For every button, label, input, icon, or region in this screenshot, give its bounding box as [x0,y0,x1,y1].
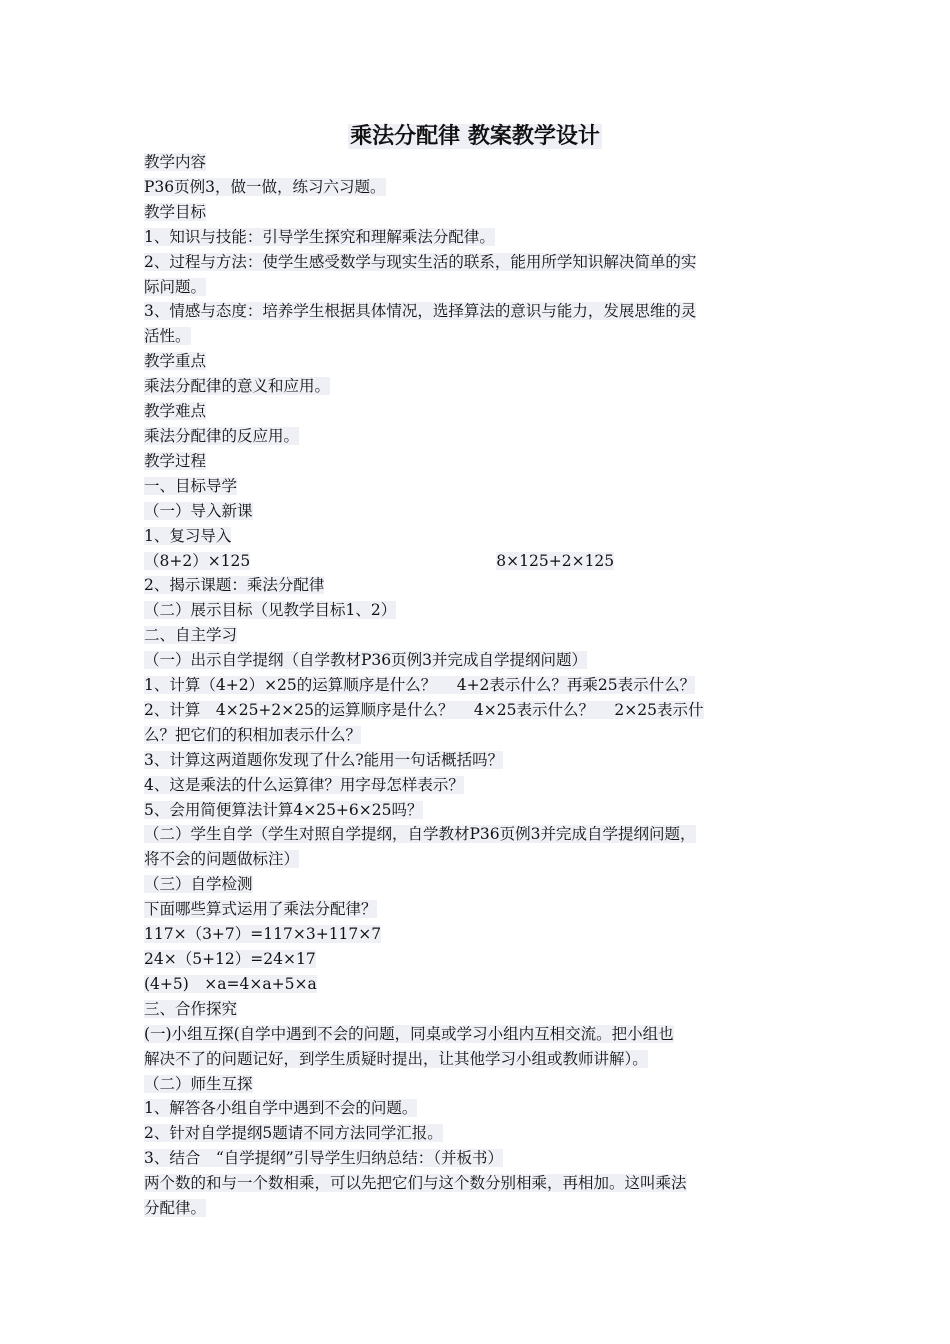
text-line: 两个数的和与一个数相乘，可以先把它们与这个数分别相乘，再相加。这叫乘法 [144,1174,687,1193]
text-line: 下面哪些算式运用了乘法分配律？ [144,900,377,919]
text-line: 117×（3+7）=117×3+117×7 [144,925,382,944]
text-line: 5、会用简便算法计算4×25+6×25吗？ [144,800,423,819]
text-line: 乘法分配律的意义和应用。 [144,377,331,396]
section-heading: 教学重点 [144,352,207,371]
text-line: （一）出示自学提纲（自学教材P36页例3并完成自学提纲问题） [144,651,588,670]
text-line: 1、知识与技能：引导学生探究和理解乘法分配律。 [144,227,495,246]
text-line: 2、过程与方法：使学生感受数学与现实生活的联系，能用所学知识解决简单的实 [144,252,697,271]
text-line: 2、计算 4×25+2×25的运算顺序是什么？ 4×25表示什么？ 2×25表示什 [144,700,704,719]
review-expression-right: 8×125+2×125 [496,551,615,570]
text-line: 教学内容 [144,153,207,171]
text-line: 将不会的问题做标注） [144,850,300,869]
text-line: 活性。 [144,327,191,346]
text-line: （二）师生互探 [144,1074,253,1093]
section-heading: 教学难点 [144,402,207,421]
text-line: 1、复习导入 [144,526,232,545]
text-line: （一）导入新课 [144,501,253,520]
text-line: 么？把它们的积相加表示什么？ [144,725,362,744]
text-line: (4+5) ×a=4×a+5×a [144,974,317,993]
section-heading: 教学目标 [144,202,207,221]
review-expression-left: （8+2）×125 [144,551,251,570]
text-line: 2、揭示课题：乘法分配律 [144,576,325,595]
text-line: （二）学生自学（学生对照自学提纲，自学教材P36页例3并完成自学提纲问题， [144,825,696,844]
text-line: 3、情感与态度：培养学生根据具体情况，选择算法的意识与能力，发展思维的灵 [144,302,697,321]
text-line: 解决不了的问题记好，到学生质疑时提出，让其他学习小组或教师讲解）。 [144,1049,648,1068]
text-line: （二）展示目标（见教学目标1、2） [144,601,397,620]
text-line: 分配律。 [144,1199,207,1218]
text-line: 3、计算这两道题你发现了什么?能用一句话概括吗？ [144,750,504,769]
text-line: 24×（5+12）=24×17 [144,950,316,968]
text-line: 2、针对自学提纲5题请不同方法同学汇报。 [144,1124,443,1143]
text-line: 1、解答各小组自学中遇到不会的问题。 [144,1099,418,1118]
text-line: 4、这是乘法的什么运算律？用字母怎样表示？ [144,775,464,794]
document-title [0,120,950,154]
review-expressions-line [144,549,810,574]
text-line: (一)小组互探(自学中遇到不会的问题，同桌或学习小组内互相交流。把小组也 [144,1024,674,1043]
text-line: 一、目标导学 [144,476,238,495]
text-line: 三、合作探究 [144,999,238,1018]
text-line: 乘法分配律的反应用。 [144,426,300,445]
document-body [144,150,810,1221]
text-line: 1、计算（4+2）×25的运算顺序是什么？ 4+2表示什么？再乘25表示什么？ [144,676,696,695]
text-line: 3、结合 “自学提纲”引导学生归纳总结：（并板书） [144,1149,503,1168]
text-line: （三）自学检测 [144,875,253,894]
section-heading: 教学过程 [144,451,207,470]
text-line: P36页例3，做一做，练习六习题。 [144,177,386,196]
text-line: 二、自主学习 [144,626,238,645]
text-line: 际问题。 [144,277,207,296]
document-title-text: 乘法分配律 教案教学设计 [350,124,600,149]
